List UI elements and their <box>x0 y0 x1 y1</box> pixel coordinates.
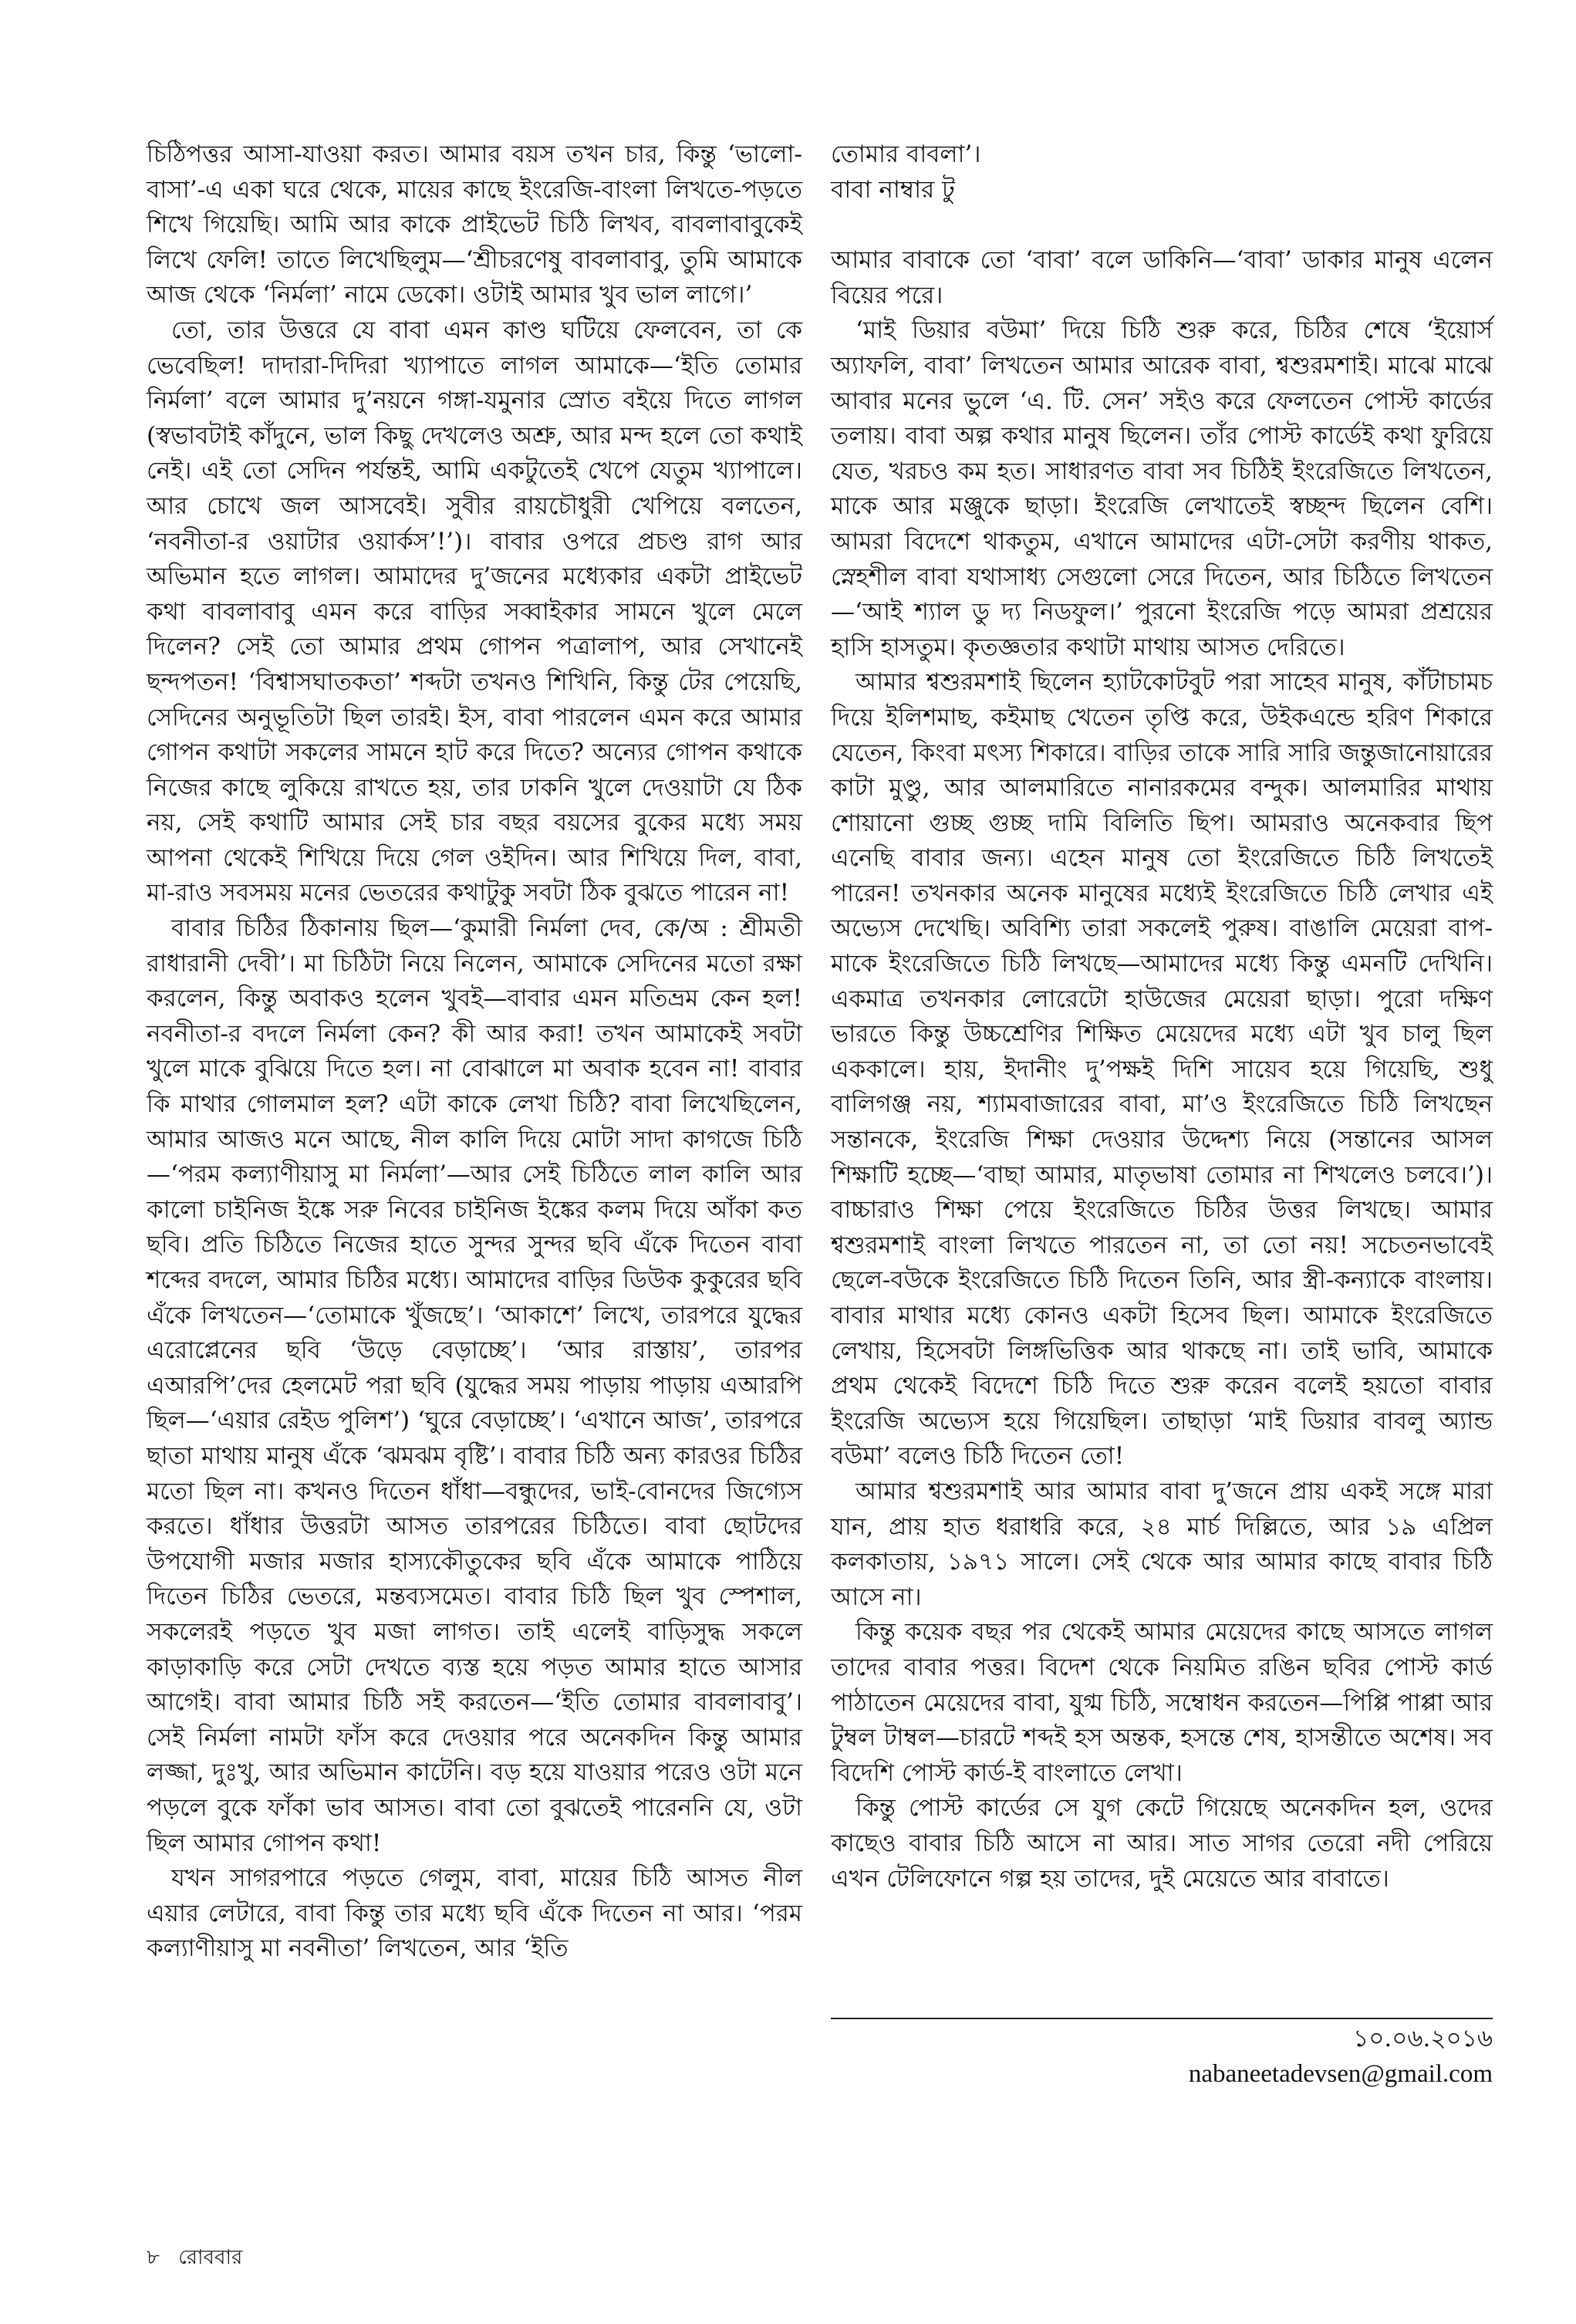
divider <box>831 2018 1493 2019</box>
date: ১০.০৬.২০১৬ <box>1353 2025 1493 2052</box>
page-footer <box>147 2241 255 2275</box>
paragraph: তো, তার উত্তরে যে বাবা এমন কাণ্ড ঘটিয়ে ফেলবেন, তা কে ভেবেছিল! দাদারা-দিদিরা খ্যাপাতে লাগল আমাকে—‘ইতি তোমার নির্মলা’ বলে আমার দু’নয়নে গঙ্গা-যমুনার স্রোত বইয়ে দিতে লাগল (স্বভাবটাই কাঁদুনে, ভাল কিছু দেখলেও অশ্রু, আর মন্দ হলে তো কথাই নেই। এই তো সেদিন পর্যন্তই, আমি একটুতেই খেপে যেতুম খ্যাপালে। আর চোখে জল আসবেই। সুবীর রায়চৌধুরী খেপিয়ে বলতেন, ‘নবনীতা-র ওয়াটার ওয়ার্কস’!’)। বাবার ওপরে প্রচণ্ড রাগ আর অভিমান হতে লাগল। আমাদের দু’জনের মধ্যেকার একটা প্রাইভেট কথা বাবলাবাবু এমন করে বাড়ির সব্বাইকার সামনে খুলে মেলে দিলেন? সেই তো আমার প্রথম গোপন পত্রালাপ, আর সেখানেই ছন্দপতন! ‘বিশ্বাসঘাতকতা’ শব্দটা তখনও শিখিনি, কিন্তু টের পেয়েছি, সেদিনের অনুভূতিটা ছিল তারই। ইস, বাবা পারলেন এমন করে আমার গোপন কথাটা সকলের সামনে হাট করে দিতে? অন্যের গোপন কথাকে নিজের কাছে লুকিয়ে রাখতে হয়, তার ঢাকনি খুলে দেওয়াটা যে ঠিক নয়, সেই কথাটি আমার সেই চার বছর বয়সের বুকের মধ্যে সময় আপনা থেকেই শিখিয়ে দিয়ে গেল ওইদিন। আর শিখিয়ে দিল, বাবা, মা-রাও সবসময় মনের ভেতরের কথাটুকু সবটা ঠিক বুঝতে পারেন না! <box>147 316 802 907</box>
left-column <box>147 137 802 1967</box>
paragraph: চিঠিপত্তর আসা-যাওয়া করত। আমার বয়স তখন চার, কিন্তু ‘ভালো-বাসা’-এ একা ঘরে থেকে, মায়ের কাছে ইংরেজি-বাংলা লিখতে-পড়তে শিখে গিয়েছি। আমি আর কাকে প্রাইভেট চিঠি লিখব, বাবলাবাবুকেই লিখে ফেলি! তাতে লিখেছিলুম—‘শ্রীচরণেষু বাবলাবাবু, তুমি আমাকে আজ থেকে ‘নির্মলা’ নামে ডেকো। ওটাই আমার খুব ভাল লাগে।’ <box>147 140 802 309</box>
paragraph: বাবার চিঠির ঠিকানায় ছিল—‘কুমারী নির্মলা দেব, কে/অ : শ্রীমতী রাধারানী দেবী’। মা চিঠিটা নিয়ে নিলেন, আমাকে সেদিনের মতো রক্ষা করলেন, কিন্তু অবাকও হলেন খুবই—বাবার এমন মতিভ্রম কেন হল! নবনীতা-র বদলে নির্মলা কেন? কী আর করা! তখন আমাকেই সবটা খুলে মাকে বুঝিয়ে দিতে হল। না বোঝালে মা অবাক হবেন না! বাবার কি মাথার গোলমাল হল? এটা কাকে লেখা চিঠি? বাবা লিখেছিলেন, আমার আজও মনে আছে, নীল কালি দিয়ে মোটা সাদা কাগজে চিঠি—‘পরম কল্যাণীয়াসু মা নির্মলা’—আর সেই চিঠিতে লাল কালি আর কালো চাইনিজ ইঙ্কে সরু নিবের চাইনিজ ইঙ্কের কলম দিয়ে আঁকা কত ছবি। প্রতি চিঠিতে নিজের হাতে সুন্দর সুন্দর ছবি এঁকে দিতেন বাবা শব্দের বদলে, আমার চিঠির মধ্যে। আমাদের বাড়ির ডিউক কুকুরের ছবি এঁকে লিখতেন—‘তোমাকে খুঁজছে’। ‘আকাশে’ লিখে, তারপরে যুদ্ধের এরোপ্লেনের ছবি ‘উড়ে বেড়াচ্ছে’। ‘আর রাস্তায়’, তারপর এআরপি’দের হেলমেট পরা ছবি (যুদ্ধের সময় পাড়ায় পাড়ায় এআরপি ছিল—‘এয়ার রেইড পুলিশ’) ‘ঘুরে বেড়াচ্ছে’। ‘এখানে আজ’, তারপরে ছাতা মাথায় মানুষ এঁকে ‘ঝমঝম বৃষ্টি’। বাবার চিঠি অন্য কারওর চিঠির মতো ছিল না। কখনও দিতেন ধাঁধা—বন্ধুদের, ভাই-বোনদের জিগ্যেস করতে। ধাঁধার উত্তরটা আসত তারপরের চিঠিতে। বাবা ছোটদের উপযোগী মজার মজার হাস্যকৌতুকের ছবি এঁকে আমাকে পাঠিয়ে দিতেন চিঠির ভেতরে, মন্তব্যসমেত। বাবার চিঠি ছিল খুব স্পেশাল, সকলেরই পড়তে খুব মজা লাগত। তাই এলেই বাড়িসুদ্ধ সকলে কাড়াকাড়ি করে সেটা দেখতে ব্যস্ত হয়ে পড়ত আমার হাতে আসার আগেই। বাবা আমার চিঠি সই করতেন—‘ইতি তোমার বাবলাবাবু’। সেই নির্মলা নামটা ফাঁস করে দেওয়ার পরে অনেকদিন কিন্তু আমার লজ্জা, দুঃখু, আর অভিমান কাটেনি। বড় হয়ে যাওয়ার পরেও ওটা মনে পড়লে বুকে ফাঁকা ভাব আসত। বাবা তো বুঝতেই পারেননি যে, ওটা ছিল আমার গোপন কথা! <box>147 914 802 1857</box>
paragraph: কিন্তু পোস্ট কার্ডের সে যুগ কেটে গিয়েছে অনেকদিন হল, ওদের কাছেও বাবার চিঠি আসে না আর। সাত সাগর তেরো নদী পেরিয়ে এখন টেলিফোনে গল্প হয় তাদের, দুই মেয়েতে আর বাবাতে। <box>831 1794 1493 1893</box>
letter-signature: বাবা নাম্বার টু <box>831 175 955 204</box>
signoff <box>831 2018 1493 2092</box>
section-name: রোববার <box>178 2246 243 2269</box>
right-column <box>831 137 1493 1897</box>
paragraph: যখন সাগরপারে পড়তে গেলুম, বাবা, মায়ের চিঠি আসত নীল এয়ার লেটারে, বাবা কিন্তু তার মধ্যে ছবি এঁকে দিতেন না আর। ‘পরম কল্যাণীয়াসু মা নবনীতা’ লিখতেন, আর ‘ইতি <box>147 1864 802 1963</box>
paragraph: আমার বাবাকে তো ‘বাবা’ বলে ডাকিনি—‘বাবা’ ডাকার মানুষ এলেন বিয়ের পরে। <box>831 246 1493 309</box>
author-email: nabaneetadevsen@gmail.com <box>1188 2060 1493 2088</box>
paragraph: আমার শ্বশুরমশাই আর আমার বাবা দু’জনে প্রায় একই সঙ্গে মারা যান, প্রায় হাত ধরাধরি করে, ২৪ মার্চ দিল্লিতে, আর ১৯ এপ্রিল কলকাতায়, ১৯৭১ সালে। সেই থেকে আর আমার কাছে বাবার চিঠি আসে না। <box>831 1477 1493 1611</box>
letter-closing: তোমার বাবলা’। <box>831 140 981 168</box>
paragraph: কিন্তু কয়েক বছর পর থেকেই আমার মেয়েদের কাছে আসতে লাগল তাদের বাবার পত্তর। বিদেশ থেকে নিয়মিত রঙিন ছবির পোস্ট কার্ড পাঠাতেন মেয়েদের বাবা, যুগ্ম চিঠি, সম্বোধন করতেন—পিপ্পি পাপ্পা আর টুম্বল টাম্বল—চারটে শব্দই হস অন্তক, হসন্তে শেষ, হাসন্তীতে অশেষ। সব বিদেশি পোস্ট কার্ড-ই বাংলাতে লেখা। <box>831 1618 1493 1787</box>
paragraph: ‘মাই ডিয়ার বউমা’ দিয়ে চিঠি শুরু করে, চিঠির শেষে ‘ইয়োর্স অ্যাফলি, বাবা’ লিখতেন আমার আরেক বাবা, শ্বশুরমশাই। মাঝে মাঝে আবার মনের ভুলে ‘এ. টি. সেন’ সইও করে ফেলতেন পোস্ট কার্ডের তলায়। বাবা অল্প কথার মানুষ ছিলেন। তাঁর পোস্ট কার্ডেই কথা ফুরিয়ে যেত, খরচও কম হত। সাধারণত বাবা সব চিঠিই ইংরেজিতে লিখতেন, মাকে আর মঞ্জুকে ছাড়া। ইংরেজি লেখাতেই স্বচ্ছন্দ ছিলেন বেশি। আমরা বিদেশে থাকতুম, এখানে আমাদের এটা-সেটা করণীয় থাকত, স্নেহশীল বাবা যথাসাধ্য সেগুলো সেরে দিতেন, আর চিঠিতে লিখতেন—‘আই শ্যাল ডু দ্য নিডফুল।’ পুরনো ইংরেজি পড়ে আমরা প্রশ্রয়ের হাসি হাসতুম। কৃতজ্ঞতার কথাটা মাথায় আসত দেরিতে। <box>831 316 1493 661</box>
page-number: ৮ <box>147 2246 160 2269</box>
paragraph: আমার শ্বশুরমশাই ছিলেন হ্যাটকোটবুট পরা সাহেব মানুষ, কাঁটাচামচ দিয়ে ইলিশমাছ, কইমাছ খেতেন তৃপ্তি করে, উইকএন্ডে হরিণ শিকারে যেতেন, কিংবা মৎস্য শিকারে। বাড়ির তাকে সারি সারি জন্তুজানোয়ারের কাটা মুণ্ডু, আর আলমারিতে নানারকমের বন্দুক। আলমারির মাথায় শোয়ানো গুচ্ছ গুচ্ছ দামি বিলিতি ছিপ। আমরাও অনেকবার ছিপ এনেছি বাবার জন্য। এহেন মানুষ তো ইংরেজিতে চিঠি লিখতেই পারেন! তখনকার অনেক মানুষের মধ্যেই ইংরেজিতে চিঠি লেখার এই অভ্যেস দেখেছি। অবিশ্যি তারা সকলেই পুরুষ। বাঙালি মেয়েরা বাপ-মাকে ইংরেজিতে চিঠি লিখছে—আমাদের মধ্যে কিন্তু এমনটি দেখিনি। একমাত্র তখনকার লোরেটো হাউজের মেয়েরা ছাড়া। পুরো দক্ষিণ ভারতে কিন্তু উচ্চশ্রেণির শিক্ষিত মেয়েদের মধ্যে এটা খুব চালু ছিল এককালে। হায়, ইদানীং দু’পক্ষই দিশি সায়েব হয়ে গিয়েছি, শুধু বালিগঞ্জ নয়, শ্যামবাজারের বাবা, মা’ও ইংরেজিতে চিঠি লিখছেন সন্তানকে, ইংরেজি শিক্ষা দেওয়ার উদ্দেশ্য নিয়ে (সন্তানের আসল শিক্ষাটি হচ্ছে—‘বাছা আমার, মাতৃভাষা তোমার না শিখলেও চলবে।’)। বাচ্চারাও শিক্ষা পেয়ে ইংরেজিতে চিঠির উত্তর লিখছে। আমার শ্বশুরমশাই বাংলা লিখতে পারতেন না, তা তো নয়! সচেতনভাবেই ছেলে-বউকে ইংরেজিতে চিঠি দিতেন তিনি, আর স্ত্রী-কন্যাকে বাংলায়। বাবার মাথার মধ্যে কোনও একটা হিসেব ছিল। আমাকে ইংরেজিতে লেখায়, হিসেবটা লিঙ্গভিত্তিক আর থাকছে না। তাই ভাবি, আমাকে প্রথম থেকেই বিদেশে চিঠি দিতে শুরু করেন বলেই হয়তো বাবার ইংরেজি অভ্যেস হয়ে গিয়েছিল। তাছাড়া ‘মাই ডিয়ার বাবলু অ্যান্ড বউমা’ বলেও চিঠি দিতেন তো! <box>831 668 1493 1471</box>
